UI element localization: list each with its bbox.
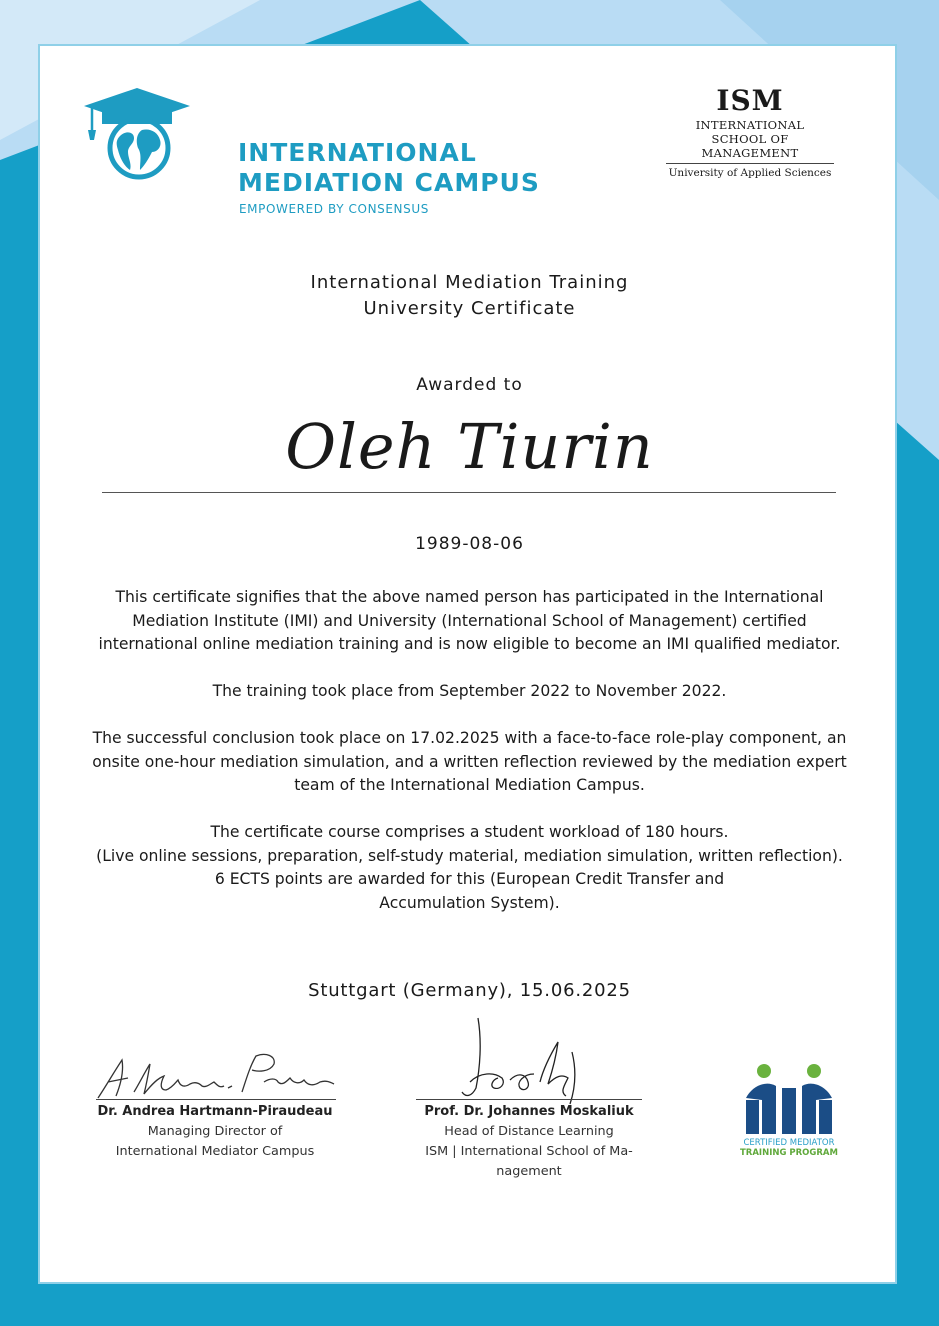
imi-people-icon xyxy=(742,1062,836,1138)
signatory-2-role-line3: nagement xyxy=(496,1164,562,1179)
signatory-1-role-line1: Managing Director of xyxy=(147,1124,283,1139)
imc-logo-line2: MEDIATION CAMPUS xyxy=(238,168,540,197)
signatory-1 xyxy=(80,1102,350,1162)
signatory-1-role-line2: International Mediator Campus xyxy=(115,1144,315,1159)
name-underline xyxy=(102,492,836,493)
imi-caption-line2: TRAINING PROGRAM xyxy=(740,1148,838,1158)
signatory-1-name: Dr. Andrea Hartmann-Piraudeau xyxy=(97,1104,333,1119)
certificate-title-line2: University Certificate xyxy=(363,298,576,319)
ism-logo-divider xyxy=(666,163,834,164)
paragraph-line: Mediation Institute (IMI) and University (International School of Management) certified xyxy=(132,611,807,630)
date-of-birth: 1989-08-06 xyxy=(415,534,524,554)
certificate-paragraph-1 xyxy=(58,586,881,657)
imc-tagline: EMPOWERED BY CONSENSUS xyxy=(239,202,429,216)
signature-2-handwriting xyxy=(440,1012,590,1112)
ism-logo xyxy=(662,84,838,180)
paragraph-line: The certificate course comprises a student workload of 180 hours. xyxy=(210,823,729,841)
signature-1-line xyxy=(96,1099,336,1100)
imi-caption-line1: CERTIFIED MEDIATOR xyxy=(743,1138,835,1148)
signatory-2 xyxy=(412,1102,646,1182)
certificate-card xyxy=(38,44,897,1284)
paragraph-line: The training took place from September 2022 to November 2022. xyxy=(212,682,727,700)
ism-logo-line1: INTERNATIONAL xyxy=(695,118,805,132)
certificate-paragraph-2 xyxy=(58,680,881,704)
certificate-paragraph-3 xyxy=(58,727,881,798)
paragraph-line: This certificate signifies that the above named person has participated in the International xyxy=(115,588,824,606)
signatory-2-role-line2: ISM | International School of Ma- xyxy=(425,1144,633,1159)
ism-logo-short: ISM xyxy=(716,84,784,117)
signature-2-line xyxy=(416,1099,642,1100)
certificate-paragraph-4 xyxy=(58,821,881,915)
graduation-cap-globe-icon xyxy=(82,86,192,182)
paragraph-line: international online mediation training and is now eligible to become an IMI qualified mediator. xyxy=(98,635,841,653)
paragraph-line: The successful conclusion took place on 17.02.2025 with a face-to-face role-play component, an xyxy=(92,729,847,747)
signatory-2-name: Prof. Dr. Johannes Moskaliuk xyxy=(424,1104,634,1119)
paragraph-line: 6 ECTS points are awarded for this (European Credit Transfer and xyxy=(214,870,725,888)
place-and-date: Stuttgart (Germany), 15.06.2025 xyxy=(308,980,631,1001)
paragraph-line: onsite one-hour mediation simulation, and a written reflection reviewed by the mediation expert xyxy=(92,752,847,771)
recipient-name: Oleh Tiurin xyxy=(285,410,654,483)
ism-logo-line2: SCHOOL OF MANAGEMENT xyxy=(701,132,799,160)
certificate-title-line1: International Mediation Training xyxy=(310,272,629,293)
paragraph-line: team of the International Mediation Campus. xyxy=(294,776,645,794)
paragraph-line: (Live online sessions, preparation, self-study material, mediation simulation, written reflection). xyxy=(96,846,843,865)
imi-certified-badge xyxy=(732,1062,846,1166)
paragraph-line: Accumulation System). xyxy=(379,893,560,912)
ism-logo-line3: University of Applied Sciences xyxy=(668,167,832,179)
imc-logo xyxy=(82,86,540,216)
signatory-2-role-line1: Head of Distance Learning xyxy=(444,1124,614,1139)
imc-logo-line1: INTERNATIONAL xyxy=(238,138,477,167)
awarded-to-label: Awarded to xyxy=(416,375,523,395)
signature-1-handwriting xyxy=(94,1042,339,1104)
